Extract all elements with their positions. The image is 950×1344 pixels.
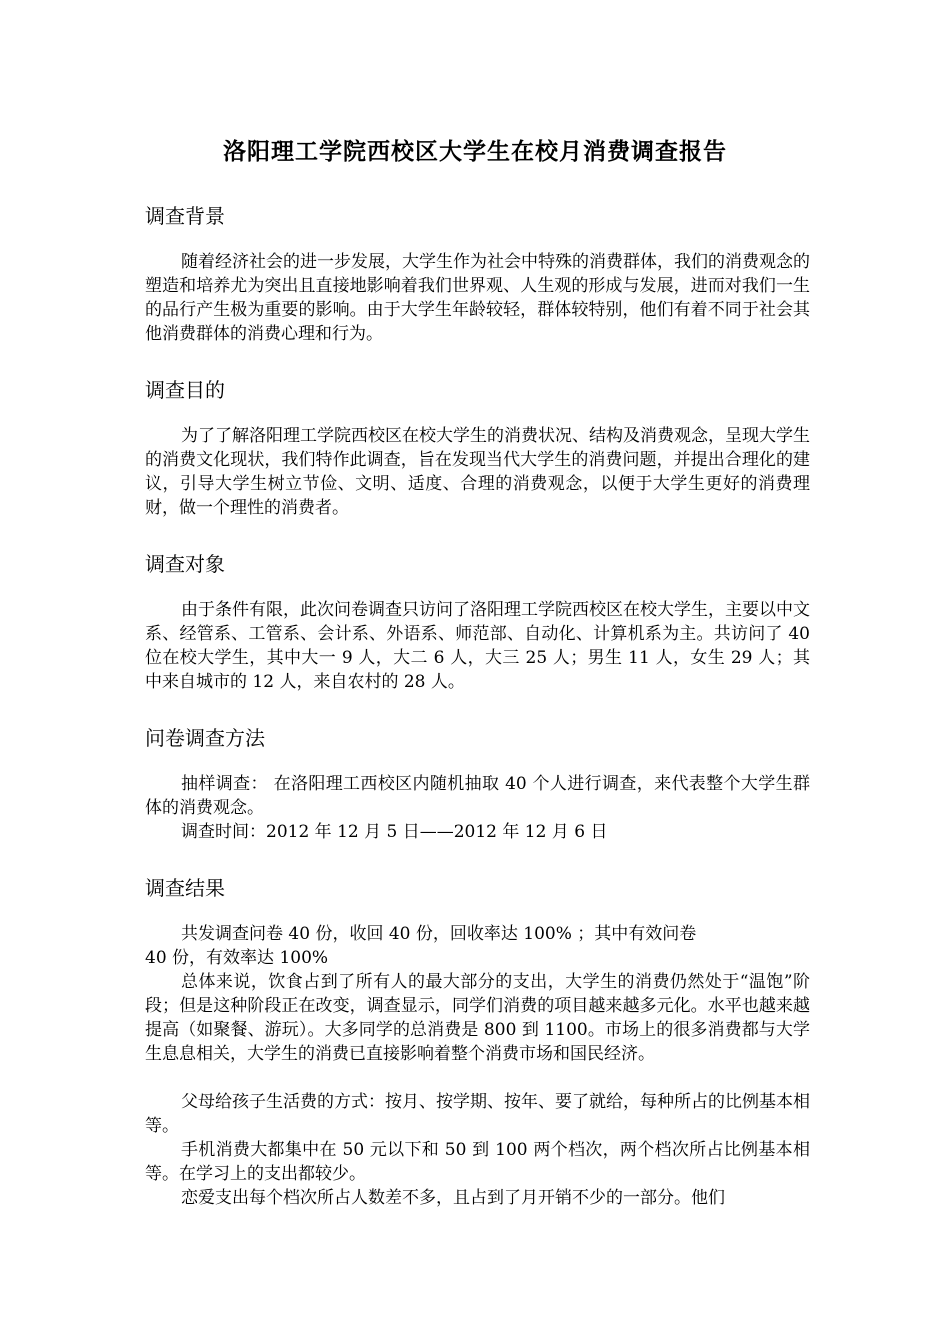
paragraph-allowance: 父母给孩子生活费的方式：按月、按学期、按年、要了就给，每种所占的比例基本相等。 bbox=[145, 1092, 810, 1136]
result-line-1: 共发调查问卷 40 份，收回 40 份，回收率达 100% ；其中有效问卷 bbox=[181, 924, 697, 944]
paragraph-sampling: 抽样调查： 在洛阳理工西校区内随机抽取 40 个人进行调查，来代表整个大学生群体的消费观念。 bbox=[145, 774, 810, 818]
section-heading-method: 问卷调查方法 bbox=[145, 726, 265, 750]
paragraph-phone: 手机消费大都集中在 50 元以下和 50 到 100 两个档次，两个档次所占比例基本相等。在学习上的支出都较少。 bbox=[145, 1140, 810, 1184]
paragraph-purpose: 为了了解洛阳理工学院西校区在校大学生的消费状况、结构及消费观念，呈现大学生的消费文化现状，我们特作此调查，旨在发现当代大学生的消费问题，并提出合理化的建议，引导大学生树立节俭、文明、适度、合理的消费观念，以便于大学生更好的消费理财，做一个理性的消费者。 bbox=[145, 426, 810, 518]
section-heading-subjects: 调查对象 bbox=[145, 552, 225, 576]
paragraph-background: 随着经济社会的进一步发展，大学生作为社会中特殊的消费群体，我们的消费观念的塑造和培养尤为突出且直接地影响着我们世界观、人生观的形成与发展，进而对我们一生的品行产生极为重要的影响。由于大学生年龄较轻，群体较特别，他们有着不同于社会其他消费群体的消费心理和行为。 bbox=[145, 252, 810, 344]
report-title: 洛阳理工学院西校区大学生在校月消费调查报告 bbox=[223, 138, 727, 165]
section-heading-results: 调查结果 bbox=[145, 876, 225, 900]
paragraph-subjects: 由于条件有限，此次问卷调查只访问了洛阳理工学院西校区在校大学生，主要以中文系、经管系、工管系、会计系、外语系、师范部、自动化、计算机系为主。共访问了 40 位在校大学生，其中大一 9 人，大二 6 人，大三 25 人；男生 11 人，女生 29 人；其中来自城市的 12 人，来自农村的 28 人。 bbox=[145, 600, 810, 692]
section-heading-background: 调查背景 bbox=[145, 204, 225, 228]
paragraph-survey-time: 调查时间：2012 年 12 月 5 日——2012 年 12 月 6 日 bbox=[181, 822, 608, 842]
paragraph-overall: 总体来说，饮食占到了所有人的最大部分的支出，大学生的消费仍然处于“温饱”阶段；但是这种阶段正在改变，调查显示，同学们消费的项目越来越多元化。水平也越来越提高（如聚餐、游玩）。大多同学的总消费是 800 到 1100。市场上的很多消费都与大学生息息相关，大学生的消费已直接影响着整个消费市场和国民经济。 bbox=[145, 972, 810, 1064]
section-heading-purpose: 调查目的 bbox=[145, 378, 225, 402]
result-line-2: 40 份，有效率达 100% bbox=[145, 948, 329, 968]
paragraph-romance: 恋爱支出每个档次所占人数差不多，且占到了月开销不少的一部分。他们 bbox=[181, 1188, 725, 1208]
